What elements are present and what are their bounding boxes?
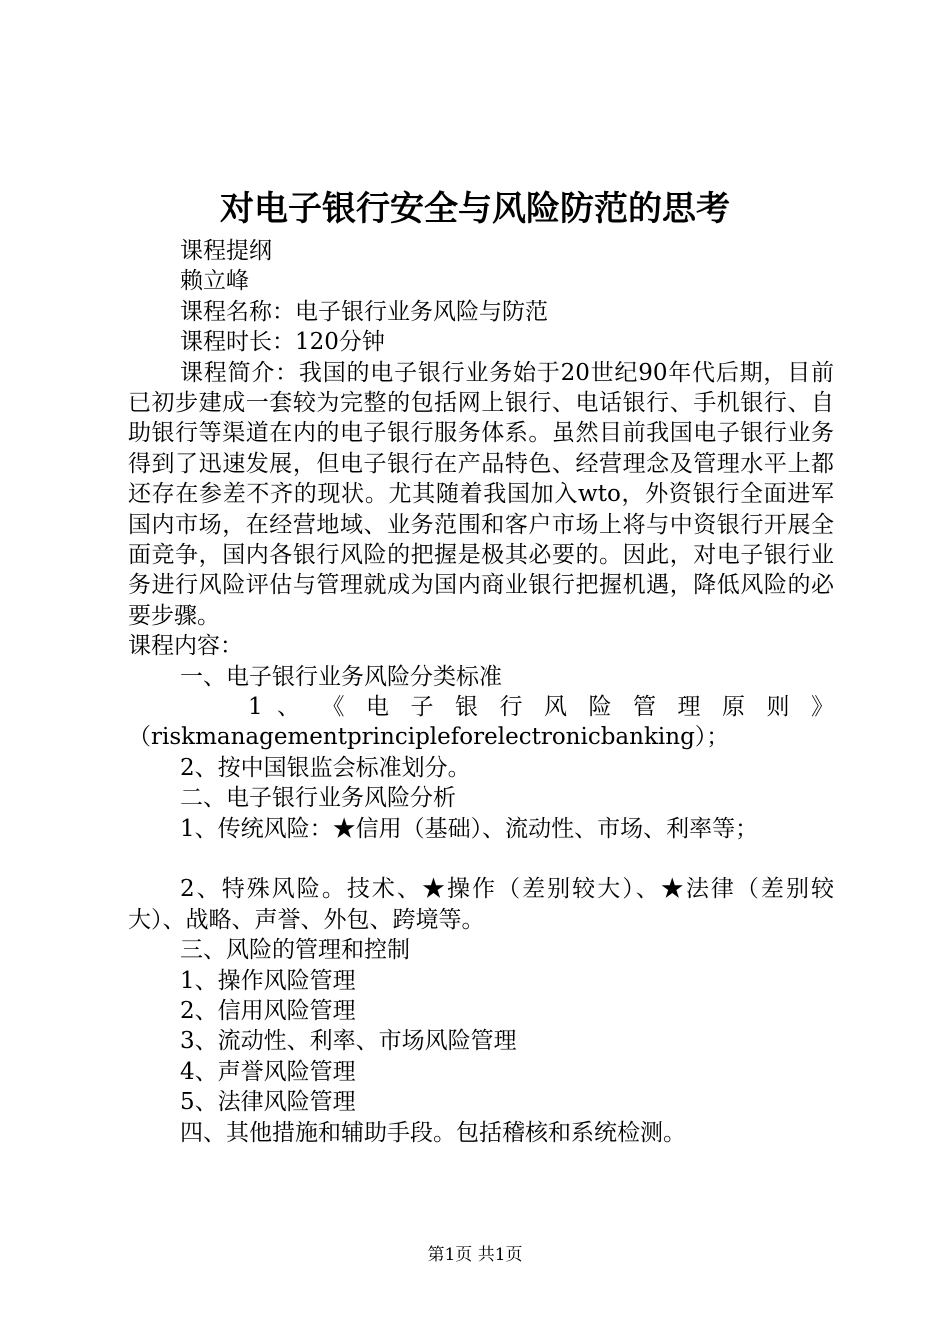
blank-line bbox=[128, 844, 834, 874]
section2-item1: 1、传统风险：★信用（基础）、流动性、市场、利率等； bbox=[180, 815, 759, 842]
section2-heading: 二、电子银行业务风险分析 bbox=[180, 785, 456, 812]
section4-heading: 四、其他措施和辅助手段。包括稽核和系统检测。 bbox=[180, 1119, 686, 1146]
section1-item2: 2、按中国银监会标准划分。 bbox=[180, 754, 471, 781]
section1-heading: 一、电子银行业务风险分类标准 bbox=[180, 663, 502, 690]
section1-item1-line1 bbox=[128, 692, 834, 722]
section1-item1-line2: （riskmanagementprincipleforelectronicbanking）； bbox=[128, 724, 730, 751]
section3-item: 1、操作风险管理 bbox=[180, 967, 356, 994]
section3-item: 5、法律风险管理 bbox=[180, 1089, 356, 1116]
section3-item: 2、信用风险管理 bbox=[180, 997, 356, 1024]
section3-item: 3、流动性、利率、市场风险管理 bbox=[180, 1028, 517, 1055]
page-footer: 第1页 共1页 bbox=[427, 1245, 523, 1265]
content-label: 课程内容： bbox=[128, 633, 243, 660]
intro-paragraph: 课程简介：我国的电子银行业务始于20世纪90年代后期，目前已初步建成一套较为完整的包括网上银行、电话银行、手机银行、自助银行等渠道在内的电子银行服务体系。虽然目前我国电子银行业务得到了迅速发展，但电子银行在产品特色、经营理念及管理水平上都还存在参差不齐的现状。尤其随着我国加入wto，外资银行全面进军国内市场，在经营地域、业务范围和客户市场上将与中资银行开展全面竞争，国内各银行风险的把握是极其必要的。因此，对电子银行业务进行风险评估与管理就成为国内商业银行把握机遇，降低风险的必要步骤。 bbox=[128, 359, 834, 629]
section2-item2: 2、特殊风险。技术、★操作（差别较大）、★法律（差别较大）、战略、声誉、外包、跨境等。 bbox=[128, 876, 834, 933]
course-name: 课程名称：电子银行业务风险与防范 bbox=[180, 298, 548, 325]
section1-item1-text: 1 、 《 电 子 银 行 风 险 管 理 原 则 》 bbox=[248, 694, 834, 720]
section3-heading: 三、风险的管理和控制 bbox=[180, 937, 410, 964]
document-body bbox=[128, 236, 834, 1148]
document-title: 对电子银行安全与风险防范的思考 bbox=[220, 189, 730, 229]
section3-item: 4、声誉风险管理 bbox=[180, 1058, 356, 1085]
course-duration: 课程时长：120分钟 bbox=[180, 329, 385, 356]
outline-label: 课程提纲 bbox=[180, 238, 272, 264]
author-name: 赖立峰 bbox=[180, 268, 249, 295]
